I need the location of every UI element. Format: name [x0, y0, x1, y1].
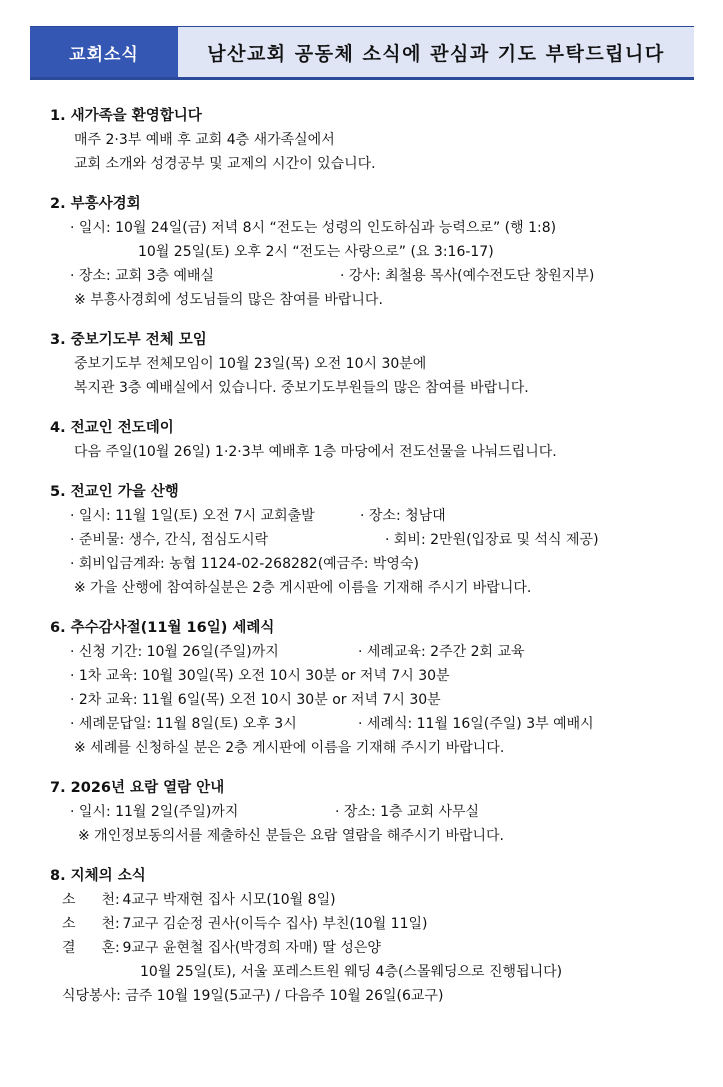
hiking-account: · 회비입금계좌: 농협 1124-02-268282(예금주: 박영숙) — [70, 556, 419, 572]
directory-date: · 일시: 11월 2일(주일)까지 — [70, 804, 239, 820]
hiking-note: ※ 가을 산행에 참여하실분은 2층 게시판에 이름을 기재해 주시기 바랍니다. — [74, 580, 532, 596]
hiking-fee: · 회비: 2만원(입장료 및 석식 제공) — [385, 532, 599, 548]
section-hiking — [50, 480, 700, 600]
revival-place-speaker — [50, 264, 700, 288]
revival-speaker: · 강사: 최철용 목사(예수전도단 창원지부) — [340, 268, 595, 284]
baptism-qa-ceremony — [50, 712, 700, 736]
section-title: 8. 지체의 소식 — [50, 868, 146, 884]
section-title: 6. 추수감사절(11월 16일) 세례식 — [50, 620, 275, 636]
section-text: 복지관 3층 예배실에서 있습니다. 중보기도부원들의 많은 참여를 바랍니다. — [74, 380, 529, 396]
funeral-notice — [50, 912, 700, 936]
section-title: 5. 전교인 가을 산행 — [50, 484, 179, 500]
header-tag: 교회소식 — [30, 27, 178, 77]
section-text: 매주 2·3부 예배 후 교회 4층 새가족실에서 — [74, 132, 335, 148]
revival-date: · 일시: 10월 24일(금) 저녁 8시 “전도는 성령의 인도하심과 능력으로” (행 1:8) — [70, 220, 557, 236]
section-directory — [50, 776, 700, 848]
section-title: 1. 새가족을 환영합니다 — [50, 108, 202, 124]
section-title: 7. 2026년 요람 열람 안내 — [50, 780, 225, 796]
directory-place: · 장소: 1층 교회 사무실 — [335, 804, 480, 820]
notice-label: 소 천: — [62, 916, 120, 932]
section-baptism — [50, 616, 700, 760]
baptism-apply: · 신청 기간: 10월 26일(주일)까지 — [70, 644, 279, 660]
header-title: 남산교회 공동체 소식에 관심과 기도 부탁드립니다 — [178, 27, 694, 77]
section-text: 교회 소개와 성경공부 및 교제의 시간이 있습니다. — [74, 156, 376, 172]
hiking-items-fee — [50, 528, 700, 552]
section-text: 다음 주일(10월 26일) 1·2·3부 예배후 1층 마당에서 전도선물을 나눠드립니다. — [74, 444, 557, 460]
wedding-notice-cont: 10월 25일(토), 서울 포레스트원 웨딩 4층(스몰웨딩으로 진행됩니다) — [140, 964, 563, 980]
directory-date-place — [50, 800, 700, 824]
hiking-items: · 준비물: 생수, 간식, 점심도시락 — [70, 532, 269, 548]
hiking-date: · 일시: 11월 1일(토) 오전 7시 교회출발 — [70, 508, 315, 524]
baptism-first-class: · 1차 교육: 10월 30일(목) 오전 10시 30분 or 저녁 7시 30분 — [70, 668, 450, 684]
section-title: 2. 부흥사경회 — [50, 196, 141, 212]
baptism-education: · 세례교육: 2주간 2회 교육 — [358, 644, 525, 660]
notice-text: 9교구 윤현철 집사(박경희 자매) 딸 성은양 — [122, 940, 381, 956]
directory-note: ※ 개인정보동의서를 제출하신 분들은 요람 열람을 해주시기 바랍니다. — [78, 828, 505, 844]
notice-label: 소 천: — [62, 892, 120, 908]
section-new-family — [50, 104, 700, 176]
baptism-note: ※ 세례를 신청하실 분은 2층 게시판에 이름을 기재해 주시기 바랍니다. — [74, 740, 505, 756]
news-content — [50, 104, 700, 1024]
hiking-date-place — [50, 504, 700, 528]
baptism-qa: · 세례문답일: 11월 8일(토) 오후 3시 — [70, 716, 297, 732]
hiking-place: · 장소: 청남대 — [360, 508, 446, 524]
notice-text: 4교구 박재현 집사 시모(10월 8일) — [122, 892, 336, 908]
revival-date-cont: 10월 25일(토) 오후 2시 “전도는 사랑으로” (요 3:16-17) — [138, 244, 494, 260]
notice-text: 7교구 김순정 권사(이득수 집사) 부친(10월 11일) — [122, 916, 428, 932]
section-title: 4. 전교인 전도데이 — [50, 420, 174, 436]
notice-label: 결 혼: — [62, 940, 120, 956]
funeral-notice — [50, 888, 700, 912]
section-title: 3. 중보기도부 전체 모임 — [50, 332, 207, 348]
section-evangelism-day — [50, 416, 700, 464]
section-text: 중보기도부 전체모임이 10월 23일(목) 오전 10시 30분에 — [74, 356, 427, 372]
meal-service: 식당봉사: 금주 10월 19일(5교구) / 다음주 10월 26일(6교구) — [62, 988, 444, 1004]
revival-note: ※ 부흥사경회에 성도님들의 많은 참여를 바랍니다. — [74, 292, 383, 308]
section-revival — [50, 192, 700, 312]
baptism-ceremony: · 세례식: 11월 16일(주일) 3부 예배시 — [358, 716, 594, 732]
section-intercession — [50, 328, 700, 400]
page-header — [30, 26, 694, 80]
baptism-second-class: · 2차 교육: 11월 6일(목) 오전 10시 30분 or 저녁 7시 30분 — [70, 692, 441, 708]
section-member-news — [50, 864, 700, 1008]
wedding-notice — [50, 936, 700, 960]
revival-place: · 장소: 교회 3층 예배실 — [70, 268, 215, 284]
baptism-apply-education — [50, 640, 700, 664]
